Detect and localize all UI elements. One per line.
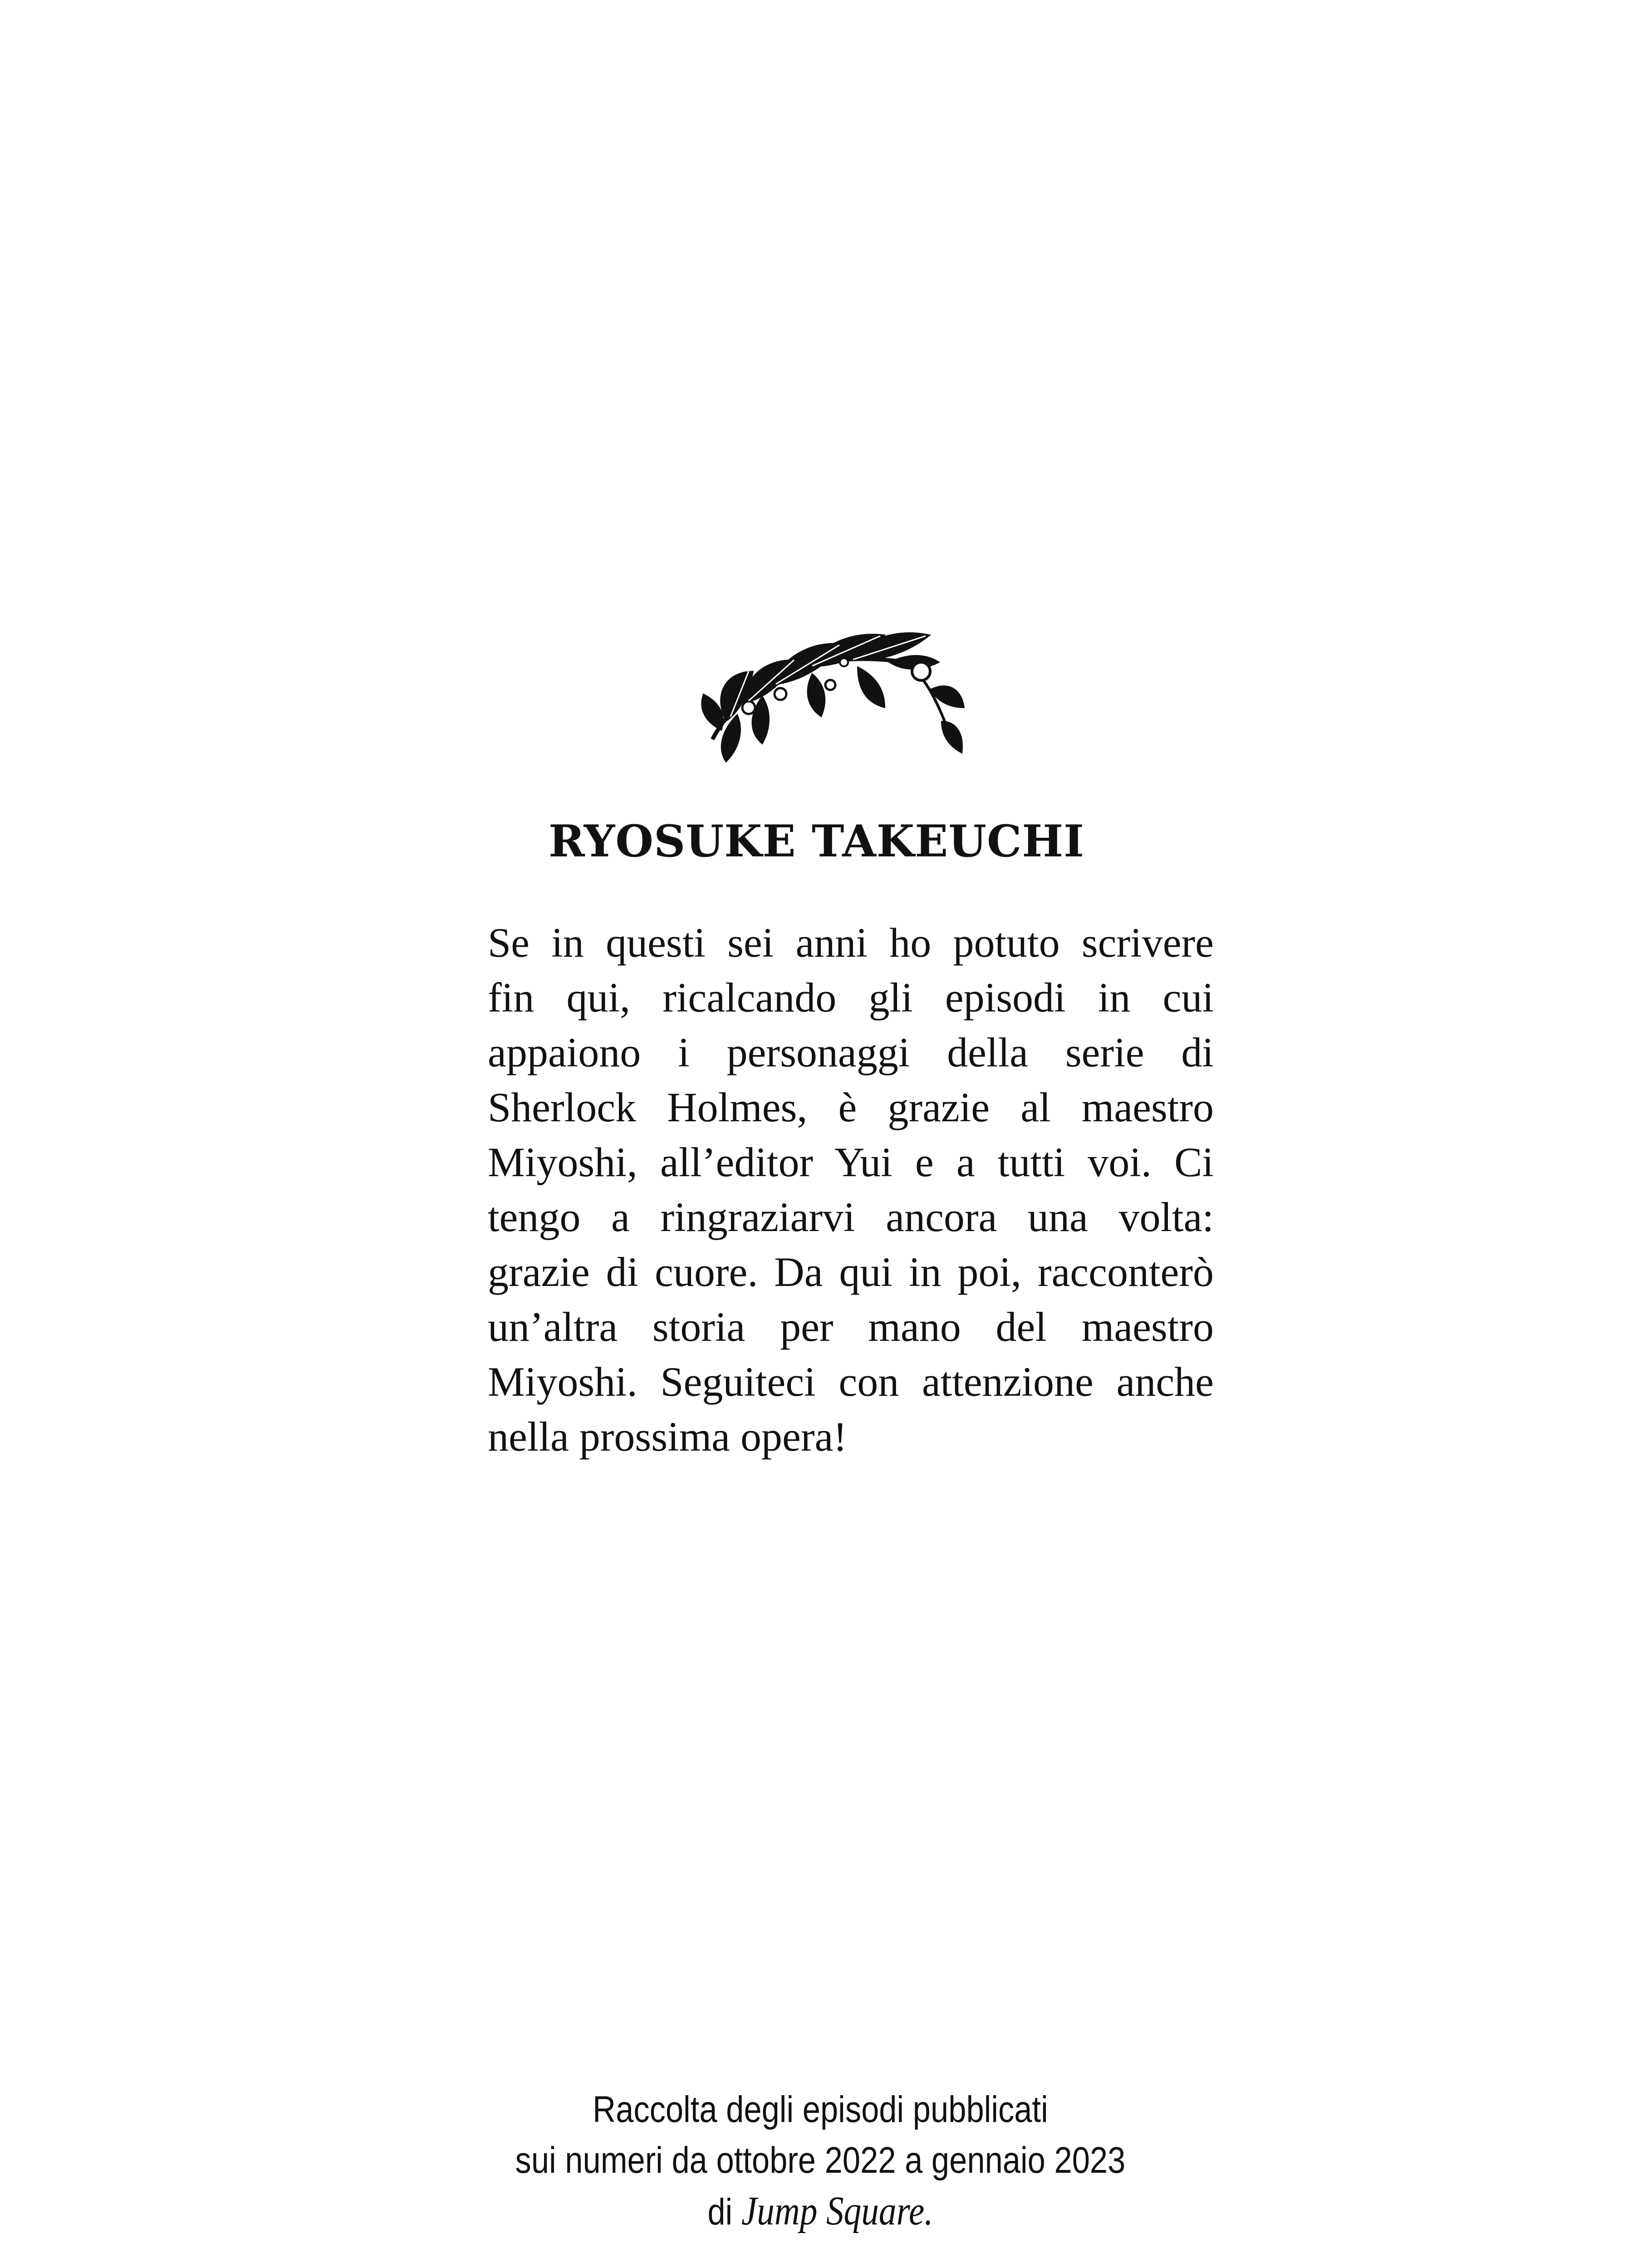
message-line: appaiono i personaggi della serie di: [488, 1029, 1214, 1075]
message-line: un’altra storia per mano del maestro: [488, 1304, 1214, 1350]
author-message: [488, 915, 1214, 1464]
message-line: fin qui, ricalcando gli episodi in cui: [488, 974, 1214, 1021]
credits-line-1: Raccolta degli episodi pubblicati: [593, 2089, 1048, 2130]
credits-prefix: di: [707, 2191, 733, 2233]
credits-line-2: sui numeri da ottobre 2022 a gennaio 2023: [515, 2140, 1126, 2181]
message-line: Se in questi sei anni ho potuto scrivere: [488, 919, 1214, 966]
message-line: tengo a ringraziarvi ancora una volta:: [488, 1194, 1214, 1240]
message-line: nella prossima opera!: [488, 1413, 847, 1460]
message-line: grazie di cuore. Da qui in poi, racconterò: [488, 1249, 1214, 1295]
credits-suffix: .: [924, 2189, 933, 2234]
message-line: Miyoshi. Seguiteci con attenzione anche: [488, 1359, 1214, 1405]
message-line: Miyoshi, all’editor Yui e a tutti voi. Ci: [488, 1139, 1214, 1185]
message-line: Sherlock Holmes, è grazie al maestro: [488, 1084, 1214, 1130]
author-name: RYOSUKE TAKEUCHI: [548, 816, 1085, 867]
publication-credits: [118, 2084, 1522, 2238]
laurel-branch-icon: [694, 617, 966, 767]
magazine-title: Jump Square: [741, 2189, 925, 2234]
credits-line-3: [118, 2186, 1522, 2238]
